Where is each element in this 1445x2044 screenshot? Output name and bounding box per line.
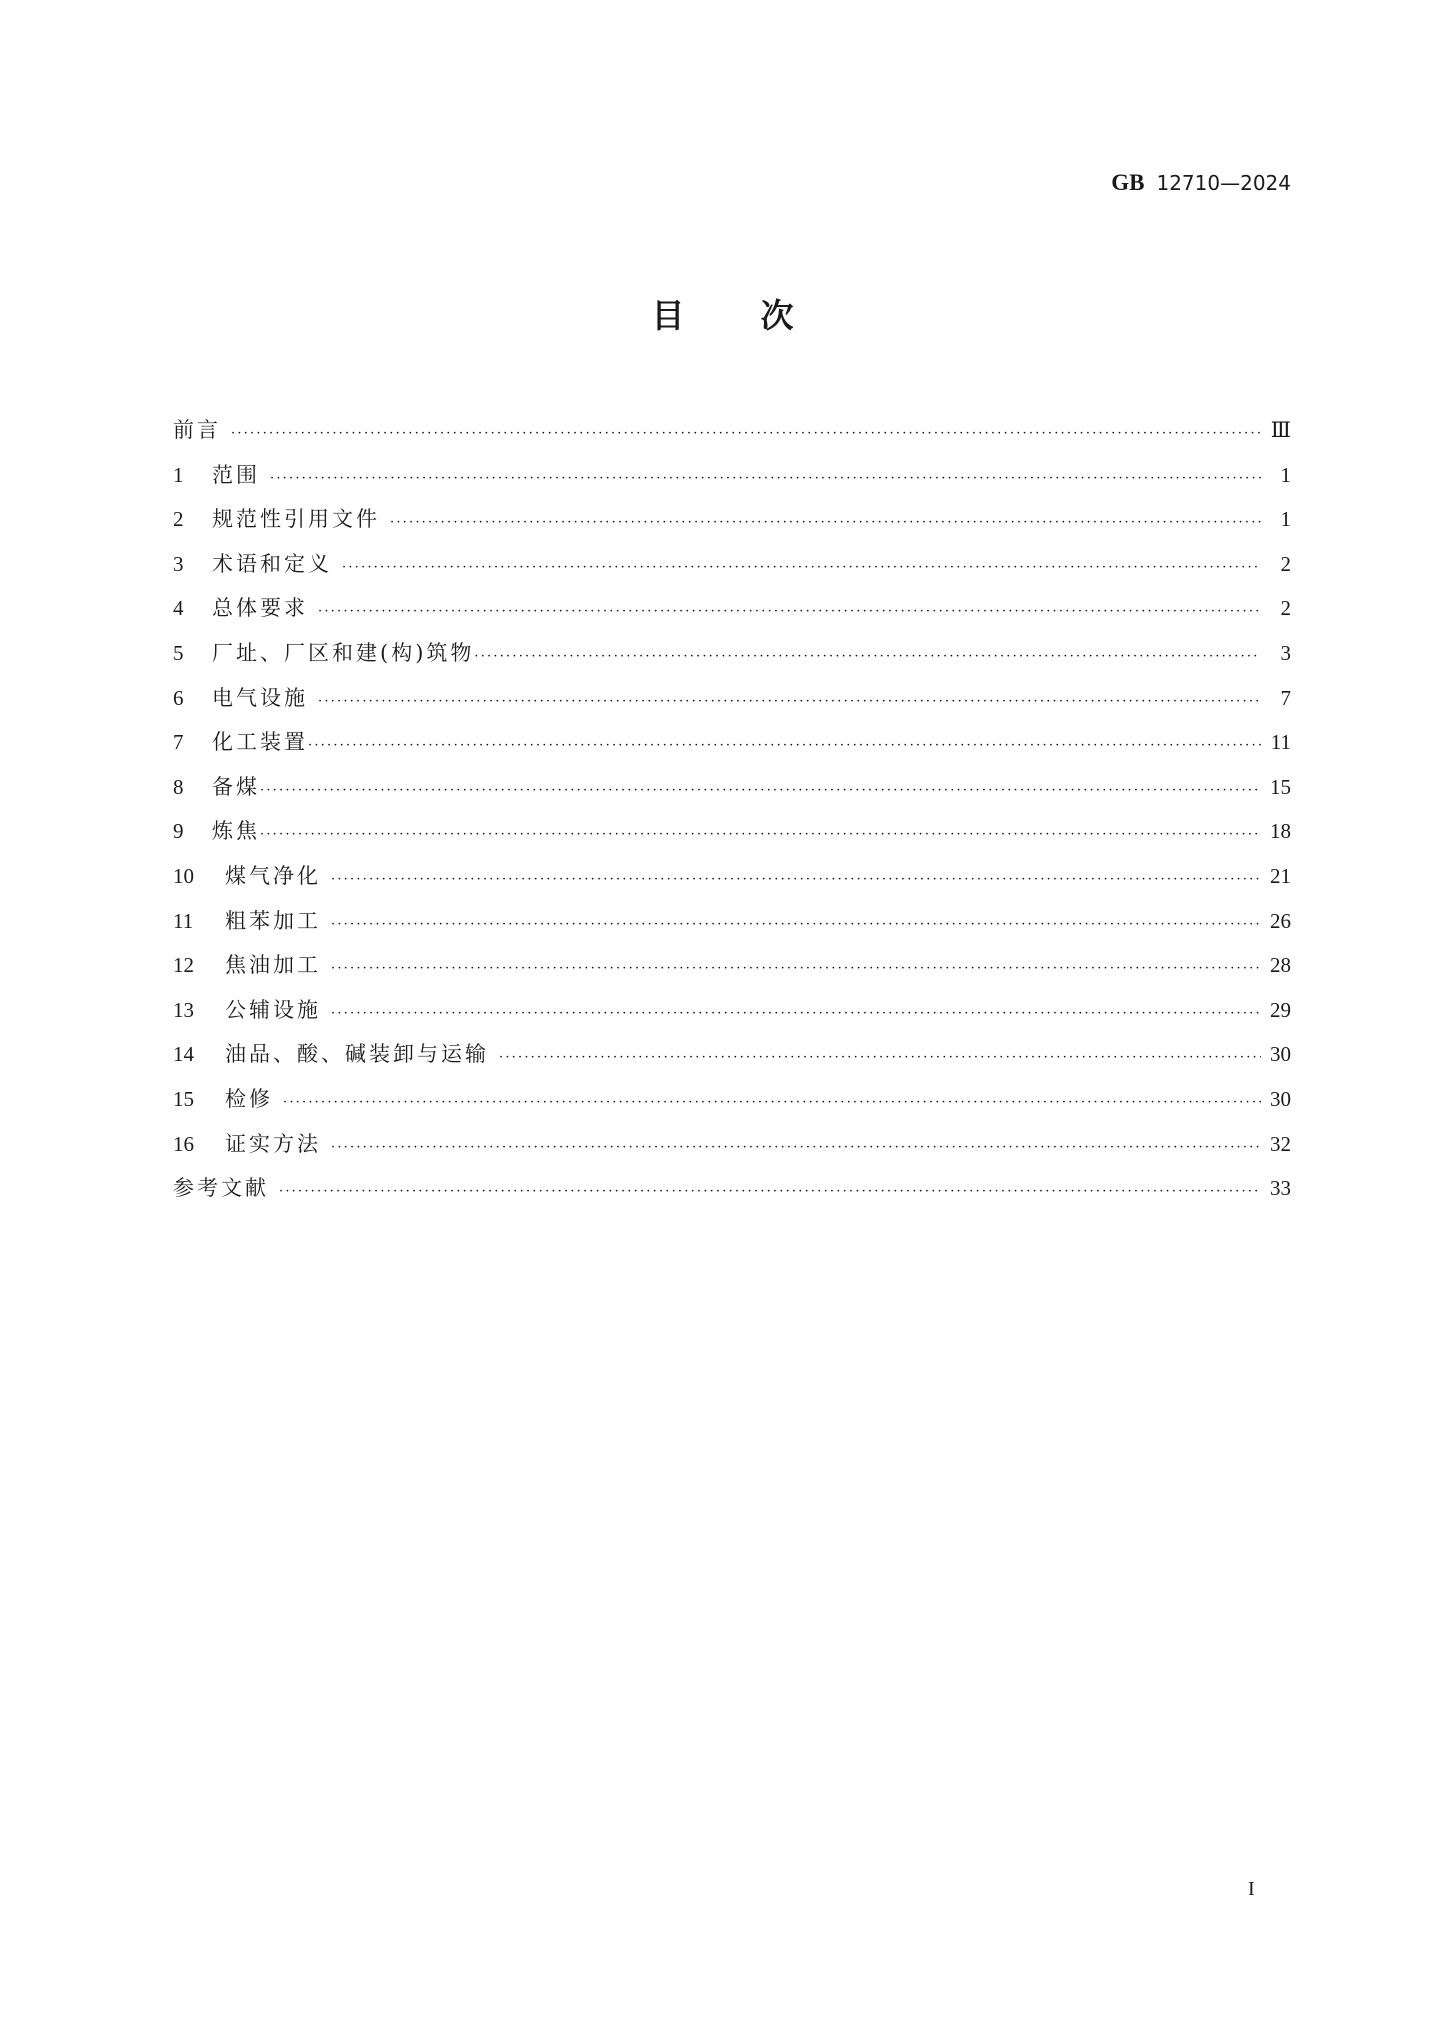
toc-entry-page: 3 xyxy=(1280,640,1291,665)
toc-entry-page: Ⅲ xyxy=(1270,418,1291,442)
toc-entry-page: 30 xyxy=(1270,1086,1291,1111)
toc-entry-7[interactable] xyxy=(173,726,1291,771)
standard-code xyxy=(1111,168,1291,198)
toc-entry-1[interactable] xyxy=(173,459,1291,504)
toc-leader-dots xyxy=(279,1176,1261,1208)
toc-entry-page: 32 xyxy=(1270,1131,1291,1156)
toc-leader-dots xyxy=(499,1042,1261,1074)
toc-entry-14[interactable] xyxy=(173,1038,1291,1083)
toc-entry-title: 参考文献 xyxy=(173,1176,269,1201)
toc-entry-13[interactable] xyxy=(173,994,1291,1039)
toc-leader-dots xyxy=(270,463,1261,495)
page-title-char-2: 次 xyxy=(760,296,794,335)
toc-entry-6[interactable] xyxy=(173,682,1291,727)
toc-entry-3[interactable] xyxy=(173,548,1291,593)
toc-entry-title: 厂址、厂区和建(构)筑物 xyxy=(212,640,475,665)
page-title xyxy=(0,296,1445,336)
standard-number: 12710—2024 xyxy=(1156,171,1291,195)
toc-leader-dots xyxy=(231,418,1261,450)
toc-entry-2[interactable] xyxy=(173,503,1291,548)
toc-entry-number: 3 xyxy=(173,551,184,576)
toc-entry-page: 21 xyxy=(1270,863,1291,888)
toc-entry-page: 2 xyxy=(1280,551,1291,576)
toc-entry-number: 16 xyxy=(173,1131,194,1156)
toc-entry-title: 炼焦 xyxy=(212,819,260,844)
toc-entry-number: 10 xyxy=(173,863,194,888)
toc-entry-page: 28 xyxy=(1270,953,1291,978)
toc-entry-number: 7 xyxy=(173,730,184,755)
toc-leader-dots xyxy=(331,909,1261,941)
toc-entry-page: 1 xyxy=(1280,462,1291,487)
table-of-contents xyxy=(173,414,1291,1217)
toc-entry-16[interactable] xyxy=(173,1128,1291,1173)
toc-entry-number: 11 xyxy=(173,908,194,933)
toc-entry-number: 6 xyxy=(173,685,184,710)
toc-entry-title: 煤气净化 xyxy=(225,863,321,888)
page-title-char-1: 目 xyxy=(651,296,685,335)
toc-entry-page: 33 xyxy=(1270,1176,1291,1201)
toc-entry-4[interactable] xyxy=(173,592,1291,637)
toc-entry-title: 油品、酸、碱装卸与运输 xyxy=(225,1042,489,1067)
toc-entry-title: 总体要求 xyxy=(212,596,308,621)
toc-leader-dots xyxy=(331,953,1261,985)
toc-entry-page: 2 xyxy=(1280,596,1291,621)
toc-entry-title: 前言 xyxy=(173,418,221,442)
toc-entry-title: 电气设施 xyxy=(212,685,308,710)
toc-leader-dots xyxy=(390,507,1261,539)
toc-entry-title: 备煤 xyxy=(212,774,260,799)
toc-entry-page: 1 xyxy=(1280,507,1291,532)
toc-leader-dots xyxy=(331,864,1261,896)
toc-entry-5[interactable] xyxy=(173,637,1291,682)
toc-leader-dots xyxy=(474,641,1261,673)
toc-leader-dots xyxy=(331,1132,1261,1164)
toc-entry-number: 2 xyxy=(173,507,184,532)
toc-entry-title: 公辅设施 xyxy=(225,997,321,1022)
toc-entry-number: 14 xyxy=(173,1042,194,1067)
toc-entry-number: 8 xyxy=(173,774,184,799)
toc-entry-title: 证实方法 xyxy=(225,1131,321,1156)
toc-entry-number: 15 xyxy=(173,1086,194,1111)
toc-entry-9[interactable] xyxy=(173,815,1291,860)
toc-entry-foreword[interactable] xyxy=(173,414,1291,459)
toc-leader-dots xyxy=(260,775,1261,807)
toc-entry-11[interactable] xyxy=(173,905,1291,950)
toc-entry-number: 13 xyxy=(173,997,194,1022)
toc-entry-number: 12 xyxy=(173,953,194,978)
standard-prefix: GB xyxy=(1111,170,1145,195)
toc-entry-title: 焦油加工 xyxy=(225,953,321,978)
toc-entry-page: 29 xyxy=(1270,997,1291,1022)
toc-entry-number: 9 xyxy=(173,819,184,844)
toc-entry-page: 15 xyxy=(1270,774,1291,799)
toc-entry-title: 范围 xyxy=(212,462,260,487)
toc-entry-title: 粗苯加工 xyxy=(225,908,321,933)
toc-entry-8[interactable] xyxy=(173,771,1291,816)
toc-entry-number: 5 xyxy=(173,640,184,665)
toc-entry-10[interactable] xyxy=(173,860,1291,905)
toc-entry-number: 4 xyxy=(173,596,184,621)
toc-leader-dots xyxy=(342,552,1261,584)
toc-entry-15[interactable] xyxy=(173,1083,1291,1128)
page-number: I xyxy=(1248,1878,1255,1900)
toc-leader-dots xyxy=(318,686,1261,718)
toc-entry-bibliography[interactable] xyxy=(173,1172,1291,1217)
toc-entry-title: 术语和定义 xyxy=(212,551,332,576)
toc-leader-dots xyxy=(308,730,1261,762)
toc-entry-page: 18 xyxy=(1270,819,1291,844)
toc-entry-number: 1 xyxy=(173,462,184,487)
toc-entry-title: 检修 xyxy=(225,1086,273,1111)
toc-entry-page: 30 xyxy=(1270,1042,1291,1067)
toc-entry-page: 7 xyxy=(1280,685,1291,710)
toc-leader-dots xyxy=(318,596,1261,628)
toc-entry-12[interactable] xyxy=(173,949,1291,994)
toc-entry-page: 11 xyxy=(1270,730,1291,755)
toc-entry-page: 26 xyxy=(1270,908,1291,933)
toc-leader-dots xyxy=(260,819,1261,851)
toc-leader-dots xyxy=(283,1087,1261,1119)
toc-leader-dots xyxy=(331,998,1261,1030)
toc-entry-title: 化工装置 xyxy=(212,730,308,755)
toc-entry-title: 规范性引用文件 xyxy=(212,507,380,532)
